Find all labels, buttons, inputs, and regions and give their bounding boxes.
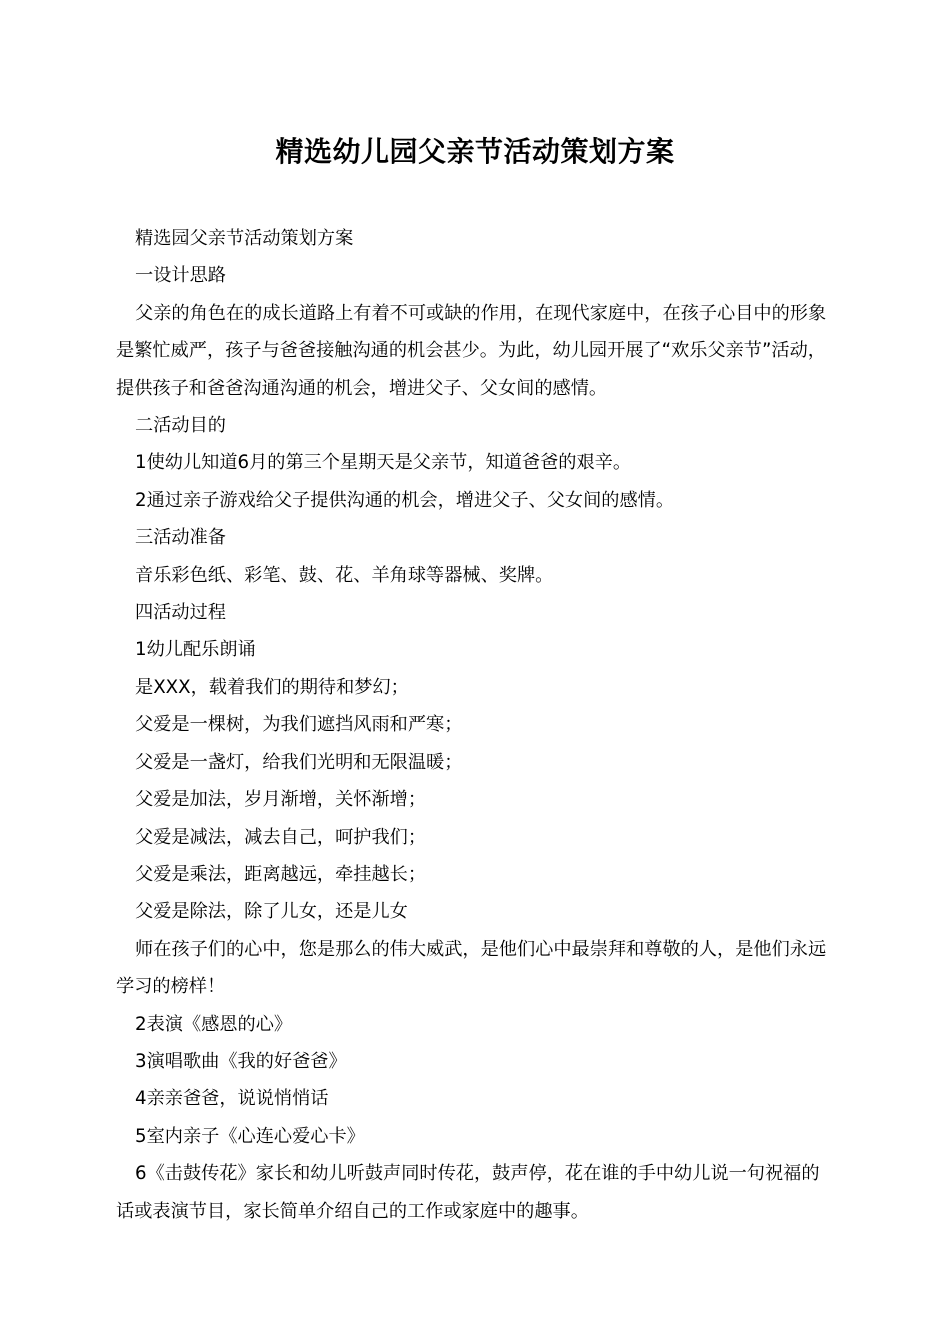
heading-activity-process: 四活动过程 xyxy=(135,602,226,624)
paragraph-goal-2: 2通过亲子游戏给父子提供沟通的机会，增进父子、父女间的感情。 xyxy=(135,489,675,511)
heading-activity-goals: 二活动目的 xyxy=(135,415,226,437)
paragraph-process-6: 6《击鼓传花》家长和幼儿听鼓声同时传花，鼓声停，花在谁的手中幼儿说一句祝福的话或表演节目，家长简单介绍自己的工作或家庭中的趣事。 xyxy=(116,1163,820,1222)
poem-line: 父爱是除法，除了儿女，还是儿女 xyxy=(135,901,408,923)
poem-line: 父爱是减法，减去自己，呵护我们； xyxy=(135,826,427,848)
paragraph-process-4: 4亲亲爸爸，说说悄悄话 xyxy=(135,1088,329,1110)
poem-line: 父爱是乘法，距离越远，牵挂越长； xyxy=(135,863,427,885)
paragraph-design-idea: 父亲的角色在的成长道路上有着不可或缺的作用，在现代家庭中，在孩子心目中的形象是繁忙威严，孩子与爸爸接触沟通的机会甚少。为此，幼儿园开展了“欢乐父亲节”活动，提供孩子和爸爸沟通沟通的机会，增进父子、父女间的感情。 xyxy=(116,302,827,399)
poem-line: 是XXX，载着我们的期待和梦幻； xyxy=(135,676,409,698)
document-body xyxy=(116,220,836,1230)
heading-activity-preparation: 三活动准备 xyxy=(135,527,226,549)
document-title: 精选幼儿园父亲节活动策划方案 xyxy=(275,135,675,168)
heading-design-idea: 一设计思路 xyxy=(135,265,226,287)
paragraph-subtitle: 精选园父亲节活动策划方案 xyxy=(135,228,354,249)
poem-line: 父爱是一棵树，为我们遮挡风雨和严寒； xyxy=(135,714,463,736)
poem-line: 父爱是加法，岁月渐增，关怀渐增； xyxy=(135,789,427,811)
paragraph-process-5: 5室内亲子《心连心爱心卡》 xyxy=(135,1125,365,1147)
poem-line: 父爱是一盏灯，给我们光明和无限温暖； xyxy=(135,751,463,773)
paragraph-tribute: 师在孩子们的心中，您是那么的伟大威武，是他们心中最崇拜和尊敬的人，是他们永远学习的榜样！ xyxy=(116,938,827,998)
paragraph-goal-1: 1使幼儿知道6月的第三个星期天是父亲节，知道爸爸的艰辛。 xyxy=(135,452,632,474)
paragraph-preparation: 音乐彩色纸、彩笔、鼓、花、羊角球等器械、奖牌。 xyxy=(135,564,554,586)
paragraph-process-2: 2表演《感恩的心》 xyxy=(135,1013,293,1035)
paragraph-process-1: 1幼儿配乐朗诵 xyxy=(135,639,256,661)
paragraph-process-3: 3演唱歌曲《我的好爸爸》 xyxy=(135,1050,347,1072)
